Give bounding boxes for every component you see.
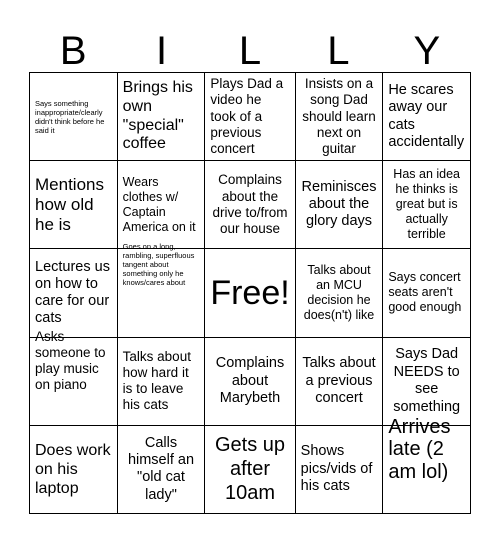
bingo-cell-r1c2[interactable]	[118, 73, 206, 161]
bingo-cell-text: Says Dad NEEDS to see something	[393, 346, 461, 415]
bingo-cell-r2c2[interactable]	[118, 161, 206, 249]
bingo-cell-text: Shows pics/vids of his cats	[300, 443, 373, 495]
bingo-cell-text: Calls himself an "old cat lady"	[127, 434, 195, 503]
bingo-cell-r1c1[interactable]	[30, 73, 118, 161]
bingo-cell-r4c3[interactable]	[205, 338, 295, 426]
bingo-cell-r2c4[interactable]	[296, 161, 384, 249]
header-letter-l2: L	[327, 29, 350, 73]
bingo-cell-r4c5[interactable]	[383, 338, 471, 426]
header-letter-y: Y	[413, 29, 441, 73]
bingo-cell-text: Says something inappropriate/clearly didn't think before he said it	[35, 98, 105, 135]
bingo-cell-text: Reminisces about the glory days	[301, 178, 377, 230]
bingo-cell-r2c5[interactable]	[383, 161, 471, 249]
bingo-cell-text: Wears clothes w/ Captain America on it	[122, 174, 196, 234]
bingo-cell-text: Does work on his laptop	[35, 441, 111, 497]
bingo-cell-r1c3[interactable]	[205, 73, 295, 161]
bingo-cell-r5c3[interactable]	[205, 426, 295, 514]
bingo-cell-text: Asks someone to play music on piano	[35, 328, 106, 393]
bingo-cell-r3c5[interactable]	[383, 249, 471, 337]
bingo-grid	[29, 72, 471, 514]
bingo-cell-text: Insists on a song Dad should learn next on guitar	[302, 76, 376, 156]
bingo-cell-r3c1[interactable]	[30, 249, 118, 337]
bingo-cell-text: Goes on a long, rambling, superfluous tangent about something only he knows/cares about	[122, 242, 195, 288]
bingo-cell-text: Mentions how old he is	[35, 174, 104, 234]
bingo-cell-text: Has an idea he thinks is great but is actually terrible	[393, 167, 461, 242]
bingo-cell-text: Arrives late (2 am lol)	[388, 415, 451, 483]
bingo-cell-r3c3[interactable]	[205, 249, 295, 337]
bingo-cell-text: Talks about how hard it is to leave his cats	[122, 348, 191, 413]
bingo-cell-text: Complains about the drive to/from our house	[212, 172, 288, 236]
bingo-cell-r2c3[interactable]	[205, 161, 295, 249]
bingo-cell-r4c1[interactable]	[30, 328, 118, 426]
header-letter-b: B	[59, 29, 87, 73]
bingo-cell-r1c4[interactable]	[296, 73, 384, 161]
header-letter-i: I	[156, 29, 168, 73]
header-letter-l1: L	[238, 29, 262, 73]
bingo-cell-r5c5[interactable]	[383, 415, 471, 514]
bingo-cell-r3c4[interactable]	[296, 249, 384, 337]
bingo-cell-r3c2[interactable]	[118, 242, 206, 337]
bingo-cell-text: Lectures us on how to care for our cats	[35, 259, 110, 326]
bingo-cell-r4c2[interactable]	[118, 338, 206, 426]
bingo-cell-text: Brings his own "special" coffee	[122, 79, 193, 153]
bingo-header	[29, 30, 471, 72]
bingo-cell-text: Complains about Marybeth	[215, 355, 285, 406]
bingo-cell-r1c5[interactable]	[383, 73, 471, 161]
bingo-cell-r5c2[interactable]	[118, 426, 206, 514]
bingo-cell-text: Gets up after 10am	[214, 434, 286, 505]
bingo-cell-text: Free!	[210, 273, 290, 312]
bingo-cell-r4c4[interactable]	[296, 338, 384, 426]
bingo-cell-text: He scares away our cats accidentally	[388, 81, 465, 150]
bingo-cell-r5c4[interactable]	[296, 426, 384, 514]
bingo-cell-text: Plays Dad a video he took of a previous concert	[210, 76, 284, 156]
bingo-cell-text: Talks about an MCU decision he does(n't) like	[303, 262, 375, 322]
bingo-cell-text: Says concert seats aren't good enough	[388, 270, 462, 315]
bingo-cell-text: Talks about a previous concert	[302, 355, 376, 406]
bingo-cell-r5c1[interactable]	[30, 426, 118, 514]
bingo-cell-r2c1[interactable]	[30, 161, 118, 249]
